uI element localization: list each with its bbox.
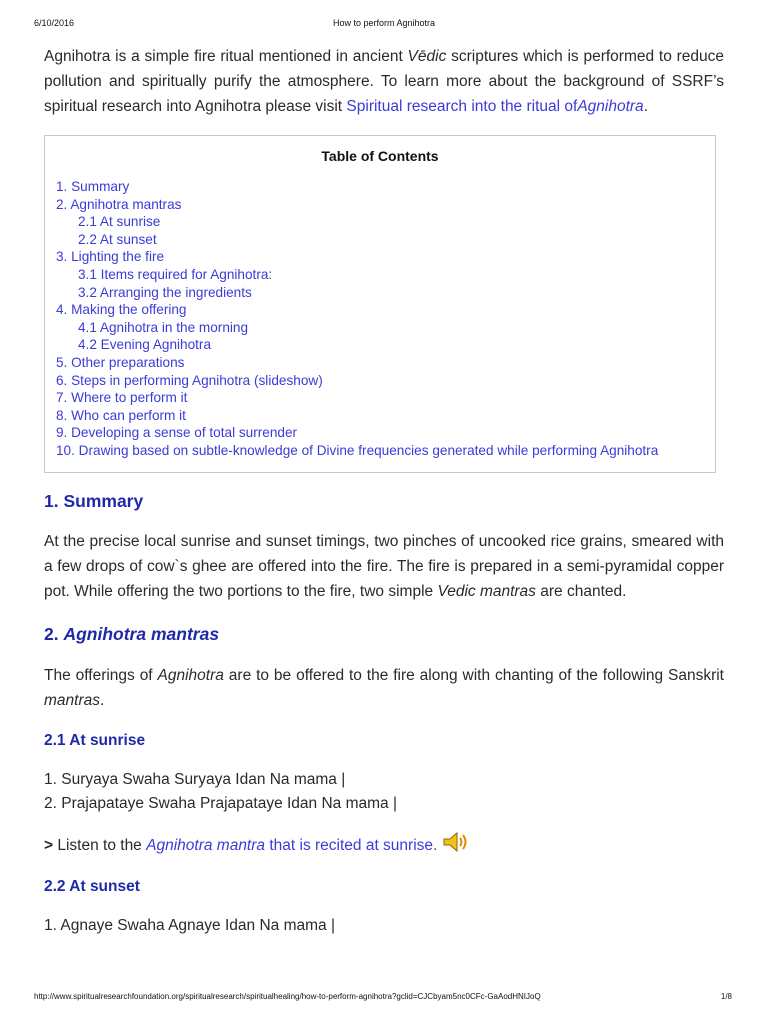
toc-link[interactable]: 6. Steps in performing Agnihotra (slideshow)	[56, 372, 323, 388]
sunrise-mantra-line: 2. Prajapataye Swaha Prajapataye Idan Na mama |	[44, 794, 397, 812]
mantras-heading	[44, 624, 724, 645]
toc-link[interactable]: 8. Who can perform it	[56, 407, 186, 423]
toc-link[interactable]: 3. Lighting the fire	[56, 249, 165, 265]
mantras-period: .	[100, 691, 105, 709]
summary-paragraph	[44, 529, 724, 604]
sunset-heading: 2.2 At sunset	[44, 877, 140, 895]
toc-link[interactable]: 3.2 Arranging the ingredients	[78, 284, 252, 300]
agnihotra-mantra-audio-link[interactable]	[146, 837, 437, 854]
toc-item	[56, 407, 715, 425]
toc-link[interactable]: 7. Where to perform it	[56, 390, 188, 406]
spiritual-research-link-em: Agnihotra	[577, 98, 644, 115]
sunrise-mantras	[44, 768, 724, 816]
listen-arrow: >	[44, 836, 58, 854]
audio-link-em: Agnihotra mantra	[146, 836, 266, 854]
print-date: 6/10/2016	[34, 18, 75, 28]
mantras-text: The offerings of	[44, 666, 158, 684]
mantras-heading-title: Agnihotra mantras	[63, 623, 220, 644]
toc-item	[56, 442, 715, 460]
toc-item	[56, 319, 715, 337]
intro-text-cont: scriptures which is performed to reduce pollution and spiritually purify the atmosphere. To learn more about the background of SSRF’s spiritual research into Agnihotra please visit	[44, 48, 724, 115]
mantras-paragraph	[44, 663, 724, 713]
mantras-heading-number: 2.	[44, 623, 64, 644]
toc-link[interactable]: 4.1 Agnihotra in the morning	[78, 319, 249, 335]
page-number: 1/8	[720, 992, 732, 1001]
toc-link[interactable]: 2. Agnihotra mantras	[56, 196, 182, 212]
toc-item	[56, 178, 715, 196]
toc-item	[56, 389, 715, 407]
sunrise-heading: 2.1 At sunrise	[44, 731, 146, 749]
audio-link-rest: that is recited at sunrise.	[265, 836, 438, 854]
toc-item	[56, 336, 715, 354]
print-footer	[34, 992, 734, 1004]
mantras-mantras-term: mantras	[44, 691, 100, 709]
listen-text: Listen to the	[57, 836, 147, 854]
toc-title: Table of Contents	[321, 148, 439, 164]
intro-text: Agnihotra is a simple fire ritual mentioned in ancient	[44, 48, 408, 65]
toc-item	[56, 301, 715, 319]
print-url: http://www.spiritualresearchfoundation.org/spiritualresearch/spiritualhealing/how-to-perform-agnihotra?gclid=CJCbyam5nc0CFc-GaAodHNIJoQ	[34, 992, 541, 1001]
toc-item	[56, 354, 715, 372]
toc-link[interactable]: 4. Making the offering	[56, 302, 187, 318]
toc-link[interactable]: 3.1 Items required for Agnihotra:	[78, 266, 273, 282]
spiritual-research-link[interactable]	[346, 98, 643, 115]
toc-item	[56, 231, 715, 249]
summary-text-end: are chanted.	[535, 582, 627, 600]
toc-link[interactable]: 4.2 Evening Agnihotra	[78, 337, 212, 353]
toc-item	[56, 196, 715, 214]
toc-item	[56, 424, 715, 442]
toc-link[interactable]: 2.1 At sunrise	[78, 214, 161, 230]
toc-link[interactable]: 10. Drawing based on subtle-knowledge of Divine frequencies generated while performing Agnihotra	[56, 442, 659, 458]
toc-link[interactable]: 5. Other preparations	[56, 354, 185, 370]
toc-item	[56, 266, 715, 284]
spiritual-research-link-text: Spiritual research into the ritual of	[346, 98, 578, 115]
summary-heading: 1. Summary	[44, 490, 144, 511]
print-page-title: How to perform Agnihotra	[332, 18, 436, 28]
speaker-icon[interactable]	[441, 830, 471, 862]
summary-text: At the precise local sunrise and sunset timings, two pinches of uncooked rice grains, smeared with a few drops of cow`s ghee are offered into the fire. The fire is prepared in a semi-pyramidal copper pot. While offering the two portions to the fire, two simple	[44, 532, 724, 600]
print-header	[34, 18, 734, 30]
toc-link[interactable]: 1. Summary	[56, 179, 130, 194]
intro-period: .	[643, 98, 648, 115]
toc-item	[56, 248, 715, 266]
sunset-mantra-line: 1. Agnaye Swaha Agnaye Idan Na mama |	[44, 916, 335, 934]
summary-vedic-mantras: Vedic mantras	[437, 582, 536, 600]
mantras-agnihotra-term: Agnihotra	[157, 666, 224, 684]
toc-link[interactable]: 9. Developing a sense of total surrender	[56, 425, 298, 441]
intro-paragraph	[44, 44, 724, 119]
mantras-text-cont: are to be offered to the fire along with chanting of the following Sanskrit	[223, 666, 724, 684]
toc-list	[45, 178, 715, 460]
intro-vedic-term: Vēdic	[407, 48, 447, 65]
toc-link[interactable]: 2.2 At sunset	[78, 231, 157, 247]
sunrise-mantra-line: 1. Suryaya Swaha Suryaya Idan Na mama |	[44, 770, 346, 788]
article-content	[44, 44, 724, 938]
toc-item	[56, 372, 715, 390]
toc-item	[56, 284, 715, 302]
listen-line	[44, 830, 724, 862]
table-of-contents	[44, 135, 716, 473]
toc-item	[56, 213, 715, 231]
